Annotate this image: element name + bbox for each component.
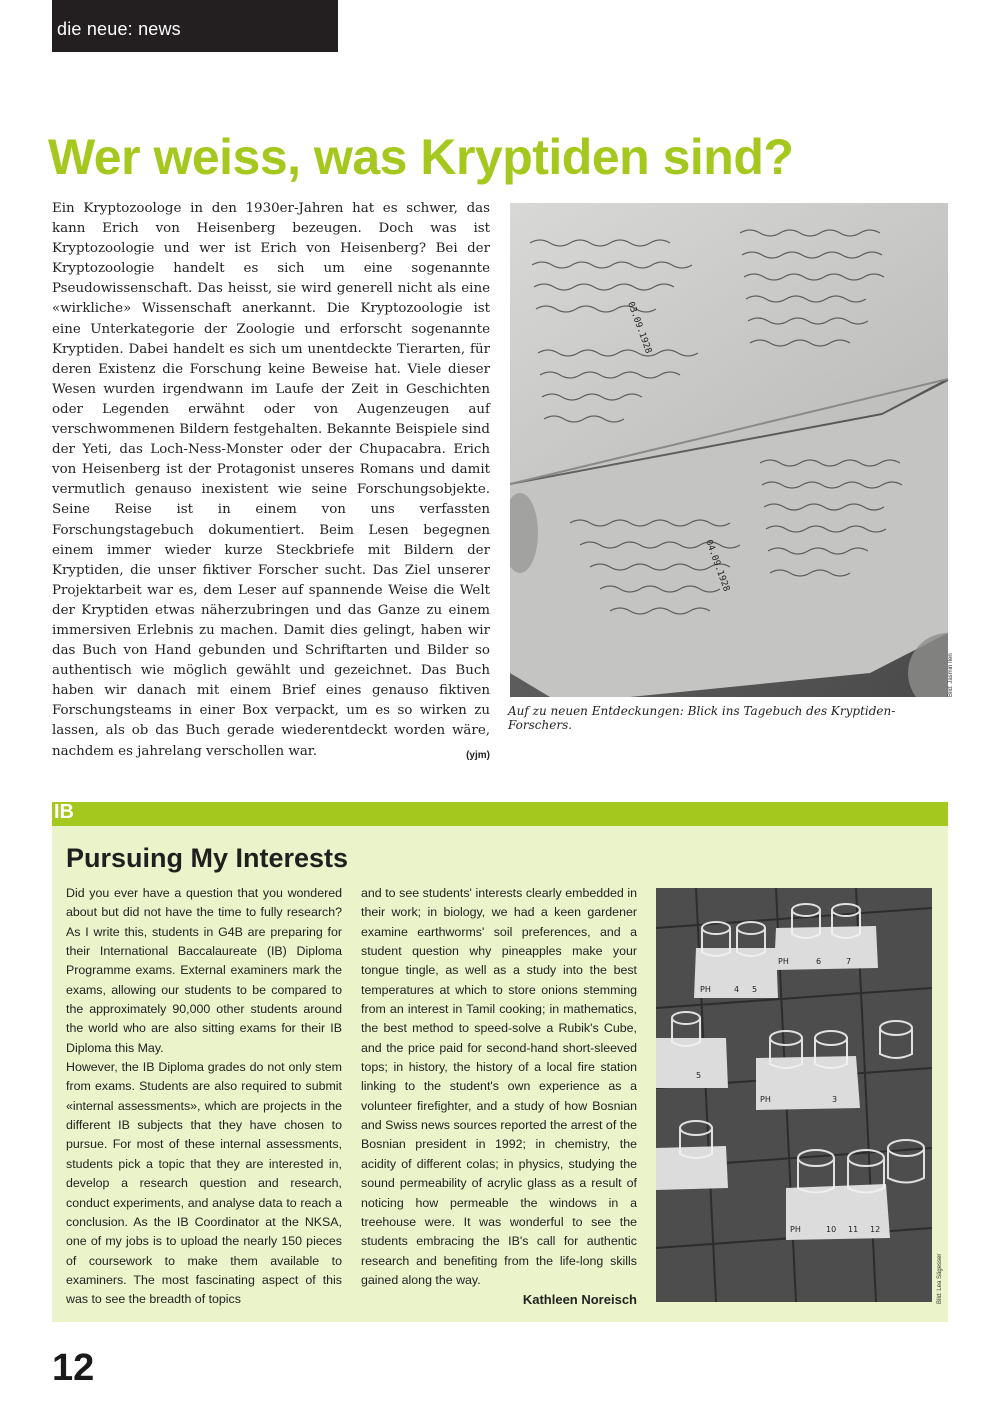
lab-label: 7 bbox=[846, 957, 852, 966]
lab-label: PH bbox=[700, 985, 711, 994]
ib-article-title: Pursuing My Interests bbox=[66, 843, 349, 873]
lab-label: 5 bbox=[752, 985, 758, 994]
lab-label: 12 bbox=[870, 1225, 881, 1234]
ib-article-author: Kathleen Noreisch bbox=[522, 1292, 637, 1308]
diary-date-1: 03.09.1928 bbox=[625, 300, 654, 355]
ib-paragraph-2: However, the IB Diploma grades do not only stem from exams. Students are also required to submit «internal assessments», which are projects in the different IB subjects that they have chosen to pursue. For most of these internal assessments, students pick a topic that they are interested in, develop a research question and research, conduct experiments, and analyse data to reach a conclusion. As the IB Coordinator at the NKSA, one of my jobs is to upload the nearly 150 pieces of coursework to make them available to examiners. The most fascinating aspect of this was to see the breadth of topics bbox=[66, 1060, 342, 1307]
section-tab-label: die neue: news bbox=[57, 19, 181, 39]
article-body-text: Ein Kryptozoologe in den 1930er-Jahren hat es schwer, das kann Erich von Heisenberg bezeugen. Doch was ist Kryptozoologie und wer ist Erich von Heisenberg? Bei der Kryptozoologie handelt es sich um eine sogenannte Pseudowissenschaft. Das heisst, sie wird generell nicht als eine «wirkliche» Wissenschaft anerkannt. Die Kryptozoologie ist eine Unterkategorie der Zoologie und erforscht sogenannte Kryptiden. Dabei handelt es sich um unentdeckte Tierarten, für deren Existenz die Forschung keine Beweise hat. Viele dieser Wesen wurden irgendwann im Laufe der Zeit in Geschichten oder Legenden erwähnt oder von Augenzeugen auf verschwommenen Bildern festgehalten. Bekannte Beispiele sind der Yeti, das Loch-Ness-Monster oder der Chupacabra. Erich von Heisenberg ist der Protagonist unseres Romans und damit vermutlich genauso inexistent wie seine Forschungsobjekte. Seine Reise ist in einem von uns verfassten Forschungstagebuch dokumentiert. Beim Lesen begegnen einem immer wieder kurze Steckbriefe mit Bildern der Kryptiden, die unser fiktiver Forscher sucht. Das Ziel unserer Projektarbeit war es, dem Leser auf spannende Weise die Welt der Kryptiden etwas näherzubringen und das Ganze zu einem immersiven Erlebnis zu machen. Damit dies gelingt, haben wir das Buch von Hand gebunden und Schriftarten und Bilder so authentisch wie möglich gewählt und gezeichnet. Das Buch haben wir danach mit einem Brief eines genauso fiktiven Forschungsteams in einer Box verpackt, um es so wirken zu lassen, als ob das Buch gerade wiederentdeckt worden wäre, nachdem es jahrelang verschollen war. bbox=[52, 201, 490, 759]
ib-section-label: IB bbox=[54, 801, 74, 823]
ib-paragraph-2-continued: and to see students' interests clearly embedded in their work; in biology, we had a keen gardener examine earthworms' soil preferences, and a student question why pineapples make your tongue tingle, as well as a study into the best temperatures at which to store onions stemming from an interest in Tamil cooking; in mathematics, the best method to speed-solve a Rubik's Cube, and the price paid for second-hand short-sleeved tops; in history, the history of a local fire station linking to the student's own experience as a volunteer firefighter, and a study of how Bosnian and Swiss news sources reported the arrest of the Bosnian president in 1992; in chemistry, the acidity of different colas; in physics, studying the sound permeability of acrylic glass as a result of noticing how permeable the windows in a treehouse were. It was wonderful to see the students embracing the IB's call for authentic research and benefiting from the life-long skills gained along the way. bbox=[361, 886, 637, 1287]
section-tab bbox=[52, 0, 338, 52]
lab-label: 10 bbox=[826, 1225, 837, 1234]
article-title: Wer weiss, was Kryptiden sind? bbox=[48, 129, 794, 185]
ib-column-2 bbox=[361, 884, 637, 1310]
diary-date-2: 04.09.1928 bbox=[703, 538, 732, 593]
article-author: (yjm) bbox=[466, 749, 490, 761]
ib-section-bar bbox=[52, 802, 948, 826]
lab-label: 3 bbox=[832, 1095, 838, 1104]
lab-label: PH bbox=[760, 1095, 771, 1104]
photo-credit: Bild: Jasmin Ilen bbox=[948, 653, 954, 697]
lab-label: PH bbox=[778, 957, 789, 966]
article-body bbox=[52, 199, 490, 766]
diary-photo bbox=[510, 203, 948, 697]
diary-illustration bbox=[510, 203, 948, 697]
ib-paragraph-1: Did you ever have a question that you wondered about but did not have the time to fully research? As I write this, students in G4B are preparing for their International Baccalaureate (IB) Diploma Programme exams. External examiners mark the exams, allowing our students to be compared to the approximately 90,000 other students around the world who are also sitting exams for their IB Diploma this May. bbox=[66, 886, 342, 1055]
lab-label: 5 bbox=[696, 1071, 702, 1080]
lab-label: 4 bbox=[734, 985, 740, 994]
lab-label: 6 bbox=[816, 957, 822, 966]
photo-caption: Auf zu neuen Entdeckungen: Blick ins Tagebuch des Kryptiden-Forschers. bbox=[508, 704, 896, 732]
lab-illustration bbox=[656, 888, 932, 1302]
lab-photo-credit: Bild: Lea Sägesser bbox=[937, 1253, 943, 1304]
lab-label: PH bbox=[790, 1225, 801, 1234]
ib-column-1 bbox=[66, 884, 342, 1310]
page-number: 12 bbox=[52, 1347, 95, 1389]
lab-label: 11 bbox=[848, 1225, 859, 1234]
lab-photo bbox=[656, 888, 932, 1302]
